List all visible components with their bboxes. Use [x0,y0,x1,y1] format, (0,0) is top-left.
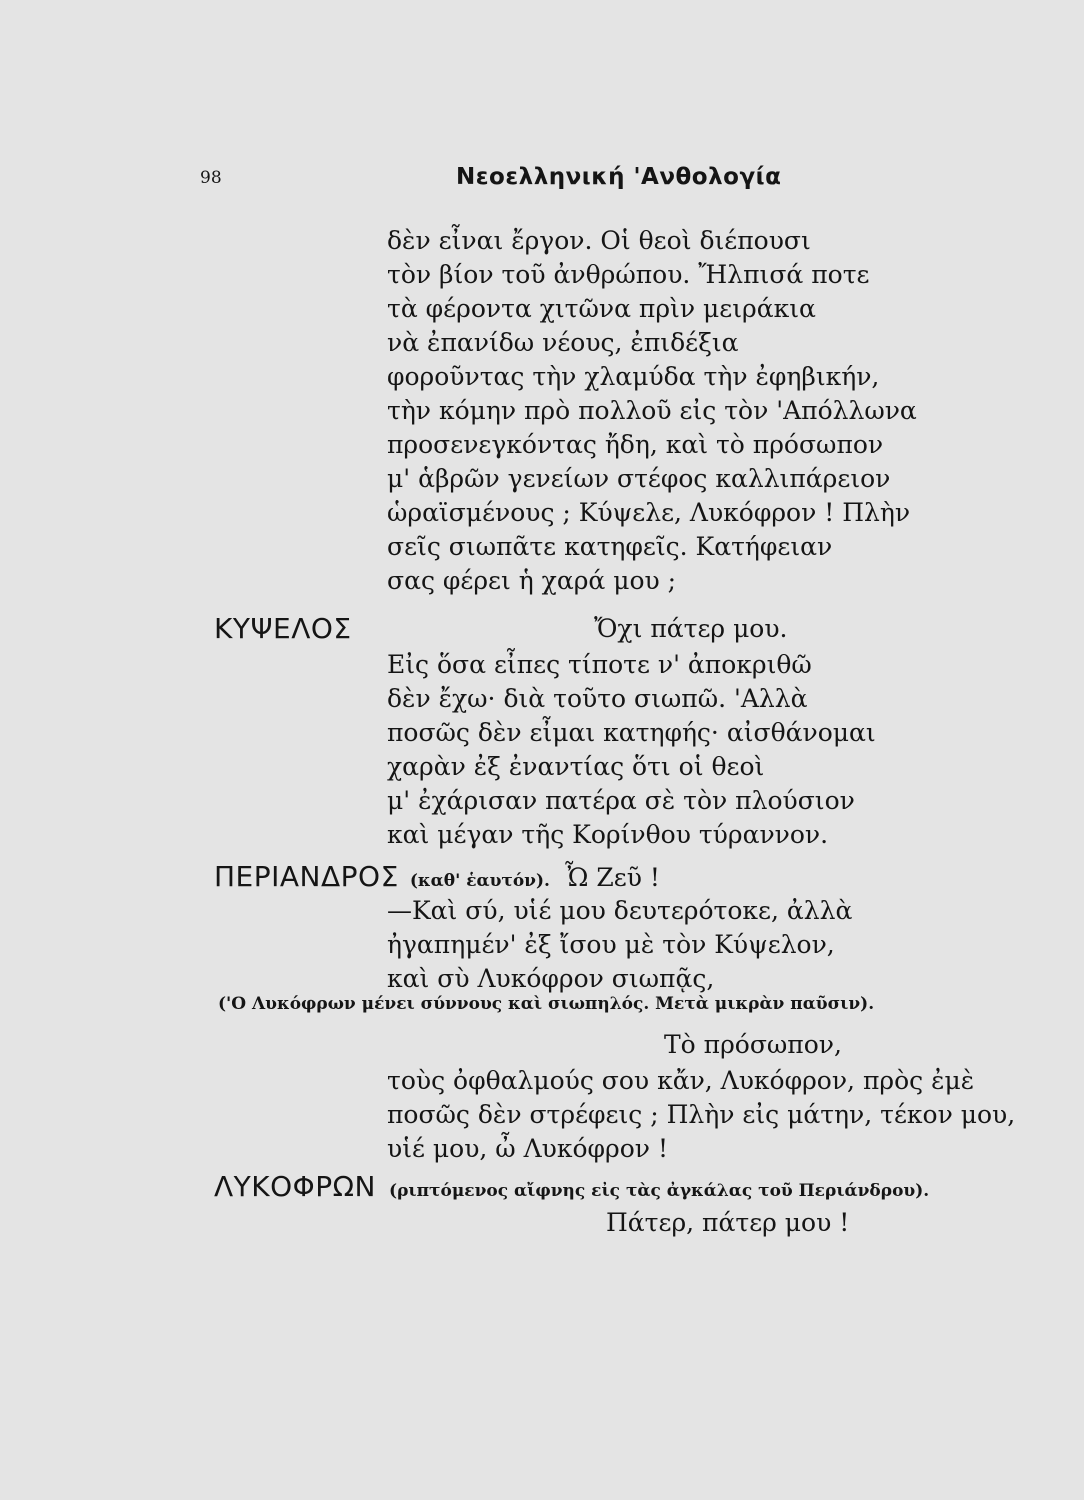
verse-line: καὶ μέγαν τῆς Κορίνθου τύραννον. [387,820,829,849]
verse-line: —Καὶ σύ, υἱέ μου δευτερότοκε, ἀλλὰ [387,896,853,925]
verse-block-1 [387,224,917,598]
verse-line: φοροῦντας τὴν χλαμύδα τὴν ἐφηβικήν, [387,362,880,391]
verse-line: δὲν ἔχω· διὰ τοῦτο σιωπῶ. 'Αλλὰ [387,684,808,713]
verse-line: Ὄχι πάτερ μου. [594,614,788,643]
verse-line: υἱέ μου, ὦ Λυκόφρον ! [387,1134,668,1163]
verse-block-periandros-2 [387,1064,1015,1166]
verse-line: ποσῶς δὲν στρέφεις ; Πλὴν εἰς μάτην, τέκον μου, [387,1100,1016,1129]
verse-line: δὲν εἶναι ἔργον. Οἱ θεοὶ διέπουσι [387,226,811,255]
verse-line: ὡραϊσμένους ; Κύψελε, Λυκόφρον ! Πλὴν [387,498,911,527]
verse-line: τὰ φέροντα χιτῶνα πρὶν μειράκια [387,294,816,323]
verse-line: ποσῶς δὲν εἶμαι κατηφής· αἰσθάνομαι [387,718,876,747]
stage-direction: ('Ο Λυκόφρων μένει σύννους καὶ σιωπηλός. Μετὰ μικρὰν παῦσιν). [218,994,875,1014]
verse-block-periandros [387,894,852,996]
stage-aside: (καθ' ἑαυτόν). [409,871,550,891]
verse-line: Ὦ Ζεῦ ! [565,863,660,892]
verse-line: σεῖς σιωπᾶτε κατηφεῖς. Κατήφειαν [387,532,833,561]
verse-line: προσενεγκόντας ἤδη, καὶ τὸ πρόσωπον [387,430,884,459]
verse-line: Εἰς ὅσα εἶπες τίποτε ν' ἀποκριθῶ [387,650,812,679]
speaker-periandros: ΠΕΡΙΑΝΔΡΟΣ [214,860,399,893]
verse-line: τὴν κόμην πρὸ πολλοῦ εἰς τὸν 'Απόλλωνα [387,396,917,425]
page-number: 98 [200,168,222,188]
verse-line: χαρὰν ἐξ ἐναντίας ὅτι οἱ θεοὶ [387,752,765,781]
speaker-lykophron: ΛΥΚΟΦΡΩΝ [214,1170,376,1203]
verse-line: ἠγαπημέν' ἐξ ἴσου μὲ τὸν Κύψελον, [387,930,835,959]
verse-line: μ' ἁβρῶν γενείων στέφος καλλιπάρειον [387,464,891,493]
verse-line: τὸν βίον τοῦ ἀνθρώπου. Ἤλπισά ποτε [387,260,870,289]
running-title: Νεοελληνική 'Ανθολογία [456,164,782,190]
verse-line: σας φέρει ἡ χαρά μου ; [387,566,677,595]
verse-line: Πάτερ, πάτερ μου ! [606,1208,850,1237]
verse-line: καὶ σὺ Λυκόφρον σιωπᾷς, [387,964,715,993]
stage-direction: (ριπτόμενος αἴφνης εἰς τὰς ἀγκάλας τοῦ Περιάνδρου). [389,1181,930,1201]
lykophron-header [214,1170,929,1203]
verse-line: Τὸ πρόσωπον, [664,1030,842,1059]
verse-line: μ' ἐχάρισαν πατέρα σὲ τὸν πλούσιον [387,786,855,815]
verse-line: τοὺς ὀφθαλμούς σου κἄν, Λυκόφρον, πρὸς ἐμὲ [387,1066,975,1095]
verse-block-kypselos [387,648,876,852]
speaker-kypselos: ΚΥΨΕΛΟΣ [214,612,352,645]
verse-line: νὰ ἐπανίδω νέους, ἐπιδέξια [387,328,739,357]
periandros-header [214,860,660,895]
